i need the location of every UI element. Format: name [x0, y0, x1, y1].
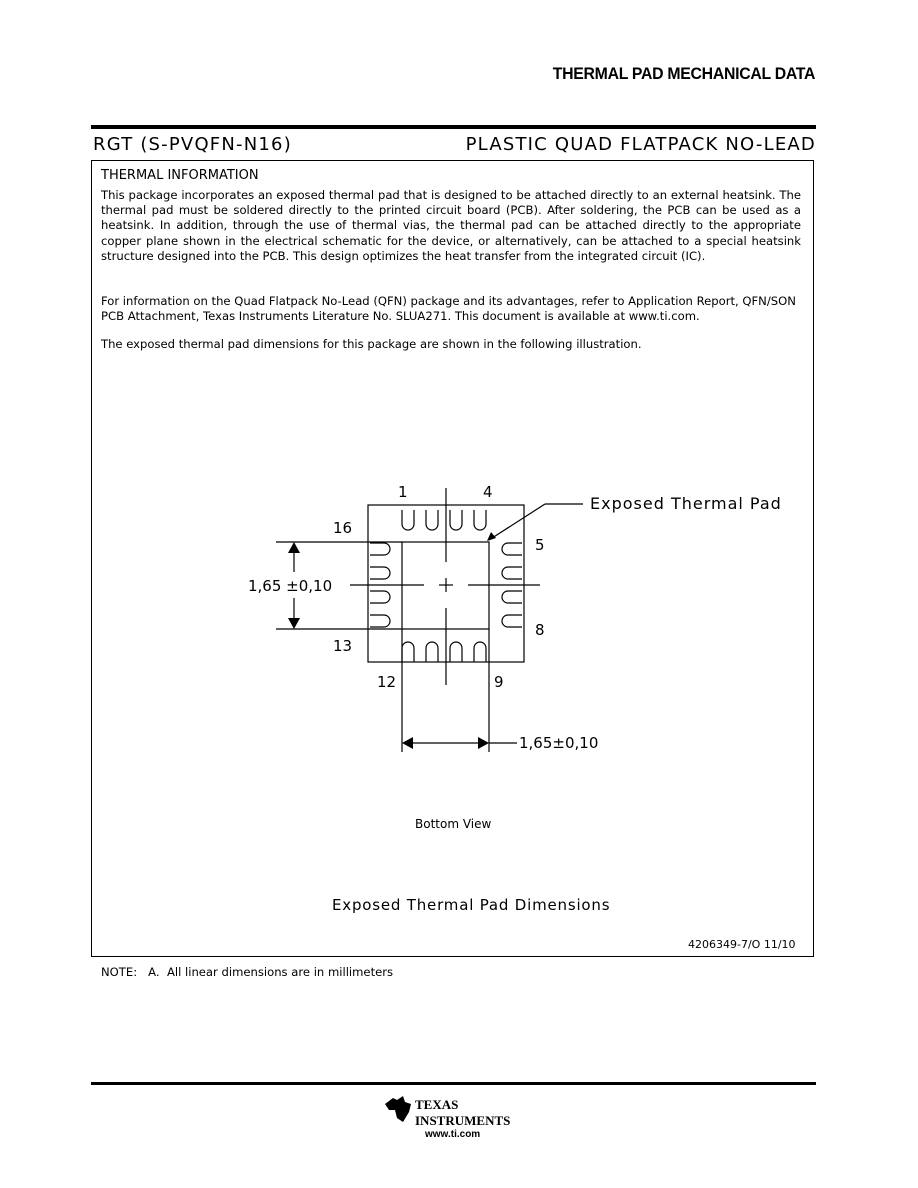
ti-brand-line-1: TEXAS	[415, 1097, 459, 1112]
document-number: 4206349-7/O 11/10	[688, 938, 796, 951]
pin-top-2	[426, 510, 438, 530]
pin-bottom-4	[474, 642, 486, 662]
dim-horizontal-label: 1,65±0,10	[519, 734, 599, 752]
pin-right-3	[502, 591, 522, 603]
pin-top-3	[450, 510, 462, 530]
view-label: Bottom View	[415, 817, 492, 831]
pin-label-9: 9	[494, 673, 504, 691]
pad-label: Exposed Thermal Pad	[590, 494, 782, 513]
ti-brand-line-2: INSTRUMENTS	[415, 1113, 511, 1128]
pin-right-4	[502, 615, 522, 627]
thermal-info-paragraph-2: For information on the Quad Flatpack No-Lead (QFN) package and its advantages, refer to Application Report, QFN/SON PCB Attachment, Texas Instruments Literature No. SLUA271. This document is available at www.ti.com.	[101, 294, 796, 324]
pin-top-1	[402, 510, 414, 530]
pin-left-4	[370, 615, 390, 627]
thermal-info-paragraph-1: This package incorporates an exposed thermal pad that is designed to be attached directly to an external heatsink. The thermal pad must be soldered directly to the printed circuit board (PCB). After soldering, the PCB can be used as a heatsink. In addition, through the use of thermal vias, the thermal pad can be attached directly to the appropriate copper plane shown in the electrical schematic for the device, or alternatively, can be attached to a special heatsink structure designed into the PCB. This design optimizes the heat transfer from the integrated circuit (IC).	[101, 188, 801, 263]
thermal-info-heading: THERMAL INFORMATION	[101, 168, 259, 183]
pin-bottom-3	[450, 642, 462, 662]
pin-label-8: 8	[535, 621, 545, 639]
pin-right-1	[502, 543, 522, 555]
pin-label-4: 4	[483, 483, 493, 501]
thermal-info-paragraph-3: The exposed thermal pad dimensions for this package are shown in the following illustration.	[101, 337, 642, 351]
bottom-rule	[91, 1082, 816, 1085]
pin-left-3	[370, 591, 390, 603]
pin-top-4	[474, 510, 486, 530]
pin-label-13: 13	[333, 637, 353, 655]
pin-label-1: 1	[398, 483, 408, 501]
ti-state-icon	[383, 1094, 523, 1130]
pin-label-16: 16	[333, 519, 353, 537]
package-type: PLASTIC QUAD FLATPACK NO-LEAD	[465, 134, 816, 155]
pin-left-1	[370, 543, 390, 555]
pin-left-2	[370, 567, 390, 579]
pin-label-5: 5	[535, 536, 545, 554]
header-title: THERMAL PAD MECHANICAL DATA	[552, 64, 815, 83]
dimension-note: NOTE: A. All linear dimensions are in millimeters	[101, 965, 394, 979]
drawing-caption: Exposed Thermal Pad Dimensions	[332, 896, 611, 914]
dim-vertical-label: 1,65 ±0,10	[248, 577, 333, 595]
pin-bottom-2	[426, 642, 438, 662]
package-code: RGT (S-PVQFN-N16)	[93, 134, 292, 155]
ti-url[interactable]: www.ti.com	[425, 1129, 481, 1140]
pin-label-12: 12	[377, 673, 397, 691]
pin-right-2	[502, 567, 522, 579]
pin-bottom-1	[402, 642, 414, 662]
